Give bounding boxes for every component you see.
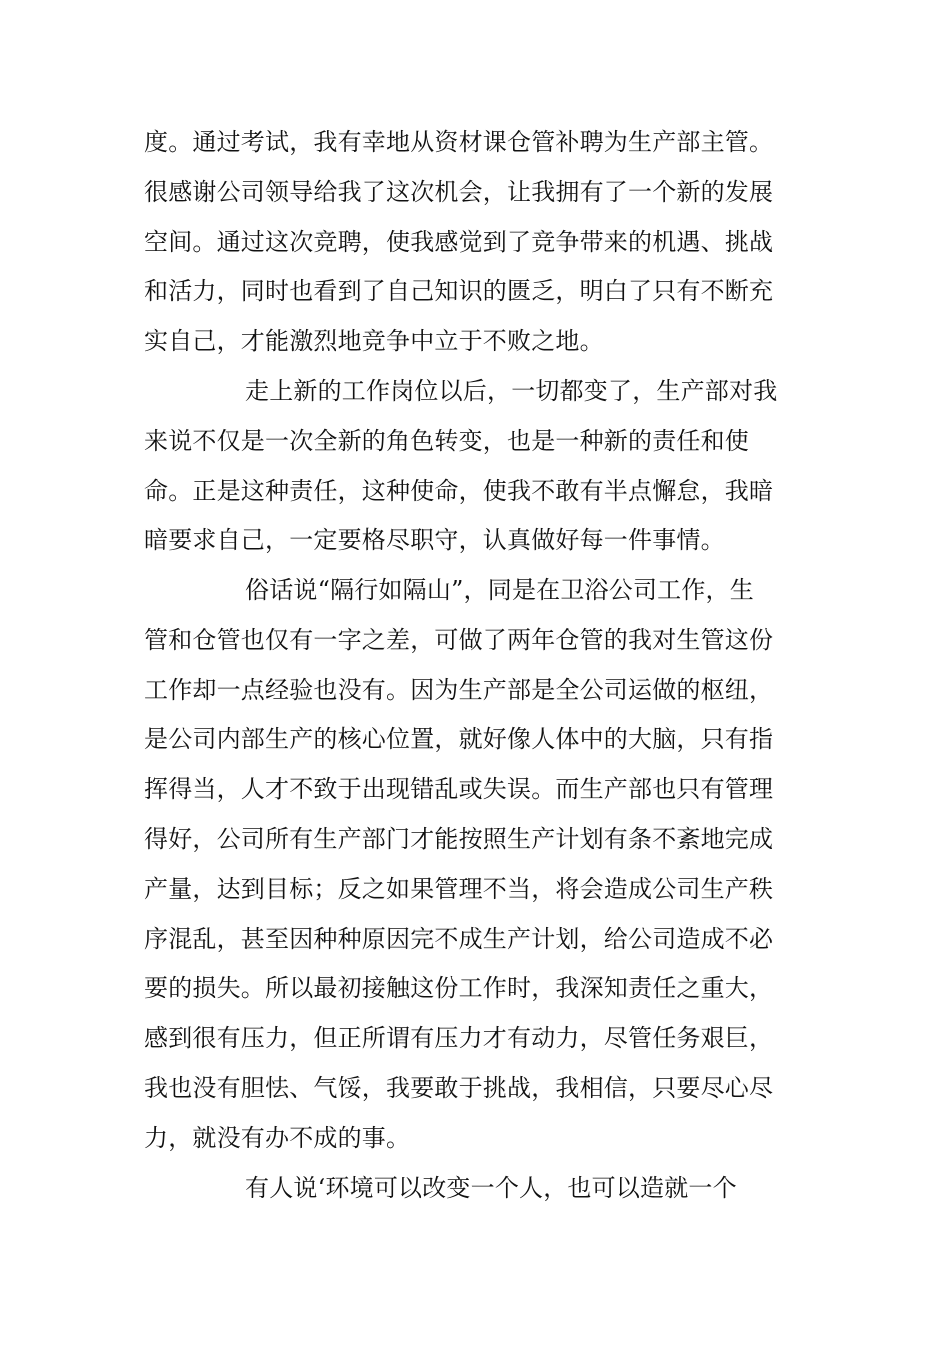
- paragraph-start-line: 有人说‘环境可以改变一个人，也可以造就一个: [245, 1174, 737, 1202]
- text-line: 工作却一点经验也没有。因为生产部是全公司运做的枢纽，: [144, 676, 774, 704]
- text-line: 力，就没有办不成的事。: [144, 1124, 411, 1152]
- paragraph-start-line: 走上新的工作岗位以后，一切都变了，生产部对我: [245, 377, 778, 405]
- text-line: 产量，达到目标；反之如果管理不当，将会造成公司生产秩: [144, 875, 774, 903]
- text-line: 命。正是这种责任，这种使命，使我不敢有半点懈怠，我暗: [144, 477, 774, 505]
- text-line: 序混乱，甚至因种种原因完不成生产计划，给公司造成不必: [144, 925, 774, 953]
- text-line: 要的损失。所以最初接触这份工作时，我深知责任之重大，: [144, 974, 774, 1002]
- text-line: 管和仓管也仅有一字之差，可做了两年仓管的我对生管这份: [144, 626, 774, 654]
- paragraph-start-line: 俗话说“隔行如隔山”，同是在卫浴公司工作，生: [245, 576, 754, 604]
- text-line: 暗要求自己，一定要格尽职守，认真做好每一件事情。: [144, 526, 725, 554]
- text-line: 空间。通过这次竞聘，使我感觉到了竞争带来的机遇、挑战: [144, 228, 774, 256]
- text-line: 得好，公司所有生产部门才能按照生产计划有条不紊地完成: [144, 825, 774, 853]
- text-line: 实自己，才能激烈地竞争中立于不败之地。: [144, 327, 604, 355]
- text-line: 是公司内部生产的核心位置，就好像人体中的大脑，只有指: [144, 725, 774, 753]
- text-line: 挥得当，人才不致于出现错乱或失误。而生产部也只有管理: [144, 775, 774, 803]
- text-line: 度。通过考试，我有幸地从资材课仓管补聘为生产部主管。: [144, 128, 774, 156]
- text-line: 很感谢公司领导给我了这次机会，让我拥有了一个新的发展: [144, 178, 774, 206]
- text-line: 我也没有胆怯、气馁，我要敢于挑战，我相信，只要尽心尽: [144, 1074, 774, 1102]
- text-line: 来说不仅是一次全新的角色转变，也是一种新的责任和使: [144, 427, 749, 455]
- text-line: 和活力，同时也看到了自己知识的匮乏，明白了只有不断充: [144, 277, 774, 305]
- text-line: 感到很有压力，但正所谓有压力才有动力，尽管任务艰巨，: [144, 1024, 774, 1052]
